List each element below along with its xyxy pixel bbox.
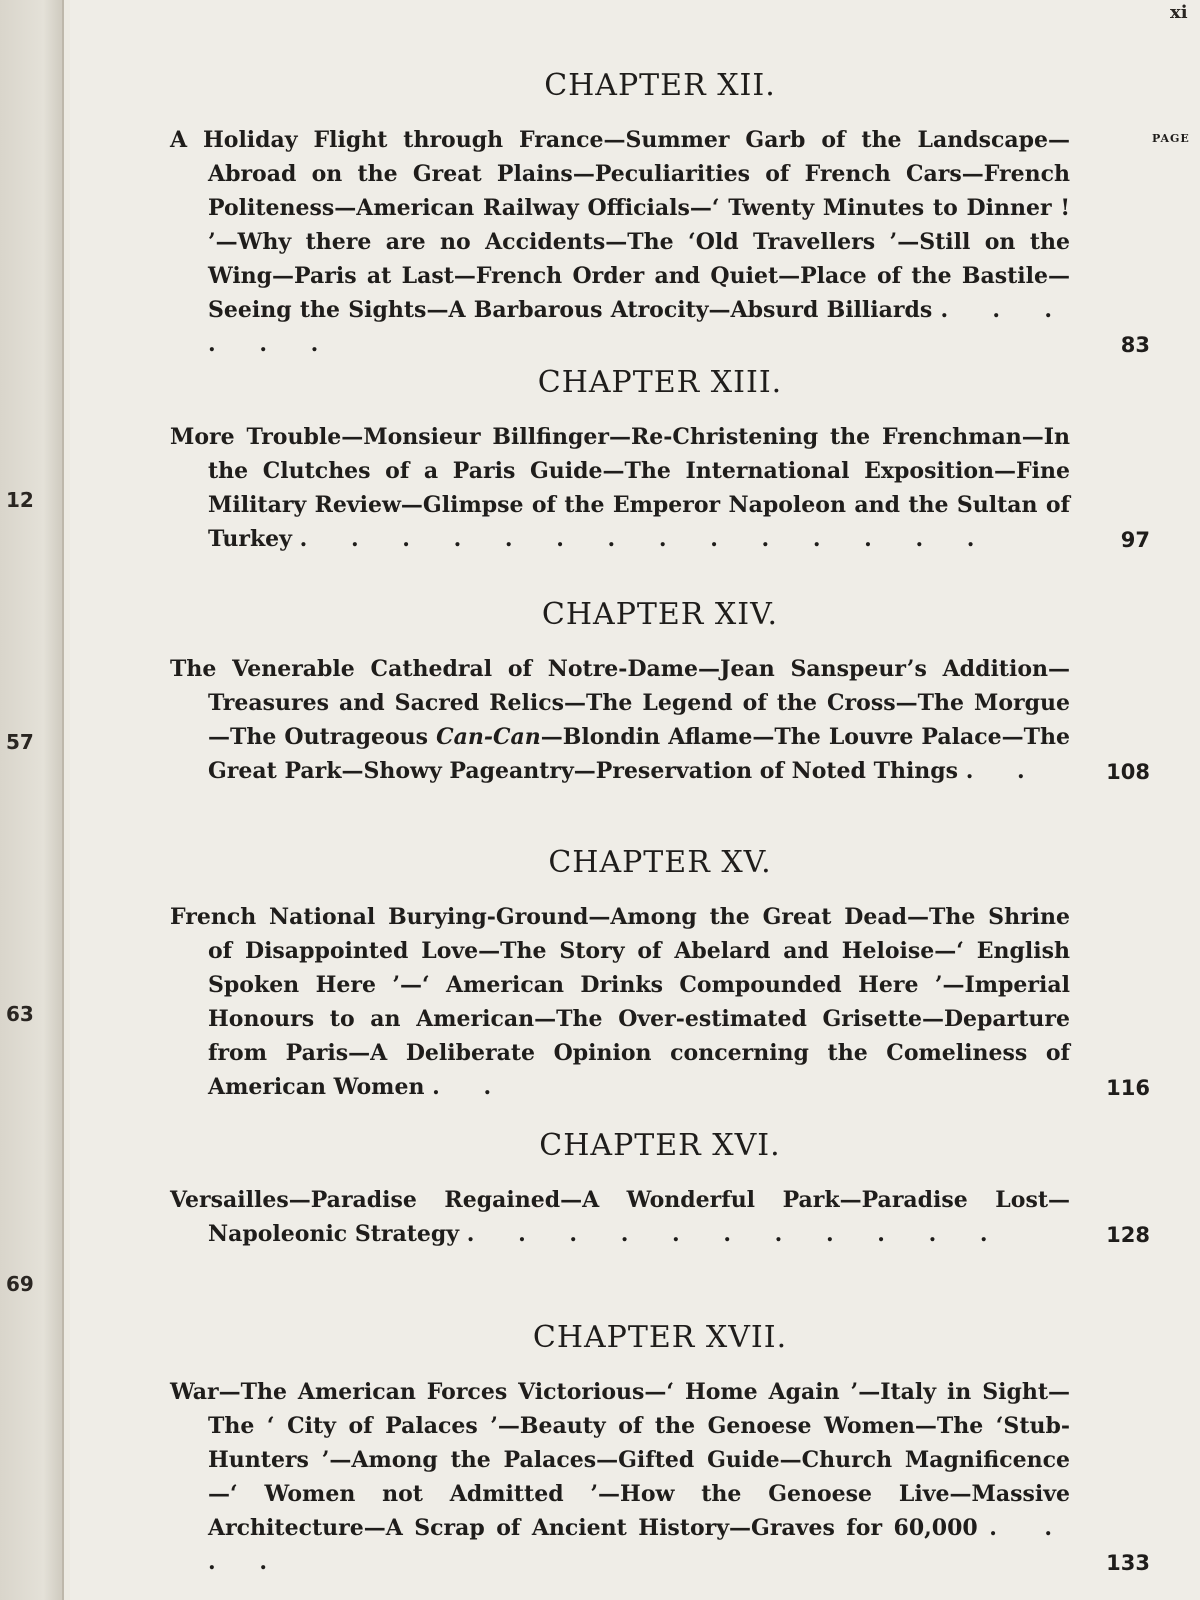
previous-page-edge — [0, 0, 64, 1600]
chapter-entry — [170, 1183, 1150, 1251]
dot-leader: . . . . — [208, 1515, 1070, 1575]
chapter-synopsis — [170, 1375, 1070, 1579]
chapter-synopsis — [170, 900, 1070, 1104]
page-ref: 133 — [1106, 1551, 1150, 1575]
chapter-title: CHAPTER XIII. — [537, 365, 783, 400]
margin-number: 57 — [6, 730, 34, 754]
synopsis-text: Versailles—Paradise Regained—A Wonderful Park—Paradise Lost—Napoleonic Strategy — [170, 1187, 1070, 1247]
synopsis-text: The Venerable Cathedral of Notre-Dame—Jean Sanspeur’s Addition—Treasures and Sacred Relics—The Legend of the Cross—The Morgue—The Outrageous — [170, 656, 1070, 750]
chapter-title: CHAPTER XVI. — [539, 1128, 781, 1163]
dot-leader: . . — [432, 1074, 510, 1100]
synopsis-text: More Trouble—Monsieur Billfinger—Re-Christening the Frenchman—In the Clutches of a Paris Guide—The International Exposition—Fine Military Review—Glimpse of the Emperor Napoleon and the Sultan of Turkey — [170, 424, 1070, 552]
chapter-title: CHAPTER XV. — [548, 845, 772, 880]
chapter-synopsis — [170, 420, 1070, 556]
chapter-title: CHAPTER XII. — [544, 68, 776, 103]
page-ref: 108 — [1106, 760, 1150, 784]
chapter-synopsis — [170, 123, 1070, 361]
page-ref: 97 — [1120, 528, 1150, 552]
chapter-entry — [170, 123, 1150, 361]
chapter-title: CHAPTER XVII. — [532, 1320, 788, 1355]
synopsis-italic-text: Can-Can — [436, 724, 541, 750]
page-column-label: PAGE — [1152, 132, 1190, 145]
contents-page — [70, 0, 1200, 1600]
margin-number: 12 — [6, 488, 34, 512]
chapter-title: CHAPTER XIV. — [541, 597, 779, 632]
chapter-entry — [170, 420, 1150, 556]
dot-leader: . . . . . . . . . . . . . . — [299, 526, 993, 552]
synopsis-text: A Holiday Flight through France—Summer Garb of the Landscape—Abroad on the Great Plains—Peculiarities of French Cars—French Politeness—American Railway Officials—‘ Twenty Minutes to Dinner ! ’—Why there are no Accidents—The ‘Old Travellers ’—Still on the Wing—Paris at Last—French Order and Quiet—Place of the Bastile—Seeing the Sights—A Barbarous Atrocity—Absurd Billiards — [170, 127, 1070, 323]
chapter-entry — [170, 652, 1150, 788]
chapter-xii — [170, 68, 1150, 361]
chapter-xv — [170, 845, 1150, 1104]
page-ref: 83 — [1120, 333, 1150, 357]
chapter-xvi — [170, 1128, 1150, 1251]
chapter-xiv — [170, 597, 1150, 788]
synopsis-text: French National Burying-Ground—Among the Great Dead—The Shrine of Disappointed Love—The Story of Abelard and Heloise—‘ English Spoken Here ’—‘ American Drinks Compounded Here ’—Imperial Honours to an American—The Over-estimated Grisette—Departure from Paris—A Deliberate Opinion concerning the Comeliness of American Women — [170, 904, 1070, 1100]
chapter-xvii — [170, 1320, 1150, 1579]
dot-leader: . . . . . . — [208, 297, 1070, 357]
chapter-synopsis — [170, 652, 1070, 788]
chapter-synopsis — [170, 1183, 1070, 1251]
chapter-entry — [170, 900, 1150, 1104]
chapter-entry — [170, 1375, 1150, 1579]
margin-number: 63 — [6, 1002, 34, 1026]
dot-leader: . . — [965, 758, 1043, 784]
page-number: xi — [1170, 2, 1188, 23]
synopsis-text: —Blondin Aflame—The Louvre Palace—The Great Park—Showy Pageantry—Preservation of Noted Things — [208, 724, 1070, 784]
page-ref: 128 — [1106, 1223, 1150, 1247]
dot-leader: . . . . . . . . . . . — [466, 1221, 1006, 1247]
margin-number: 69 — [6, 1272, 34, 1296]
synopsis-text: War—The American Forces Victorious—‘ Home Again ’—Italy in Sight—The ‘ City of Palaces ’—Beauty of the Genoese Women—The ‘Stub-Hunters ’—Among the Palaces—Gifted Guide—Church Magnificence—‘ Women not Admitted ’—How the Genoese Live—Massive Architecture—A Scrap of Ancient History—Graves for 60,000 — [170, 1379, 1070, 1541]
page-ref: 116 — [1106, 1076, 1150, 1100]
chapter-xiii — [170, 365, 1150, 556]
